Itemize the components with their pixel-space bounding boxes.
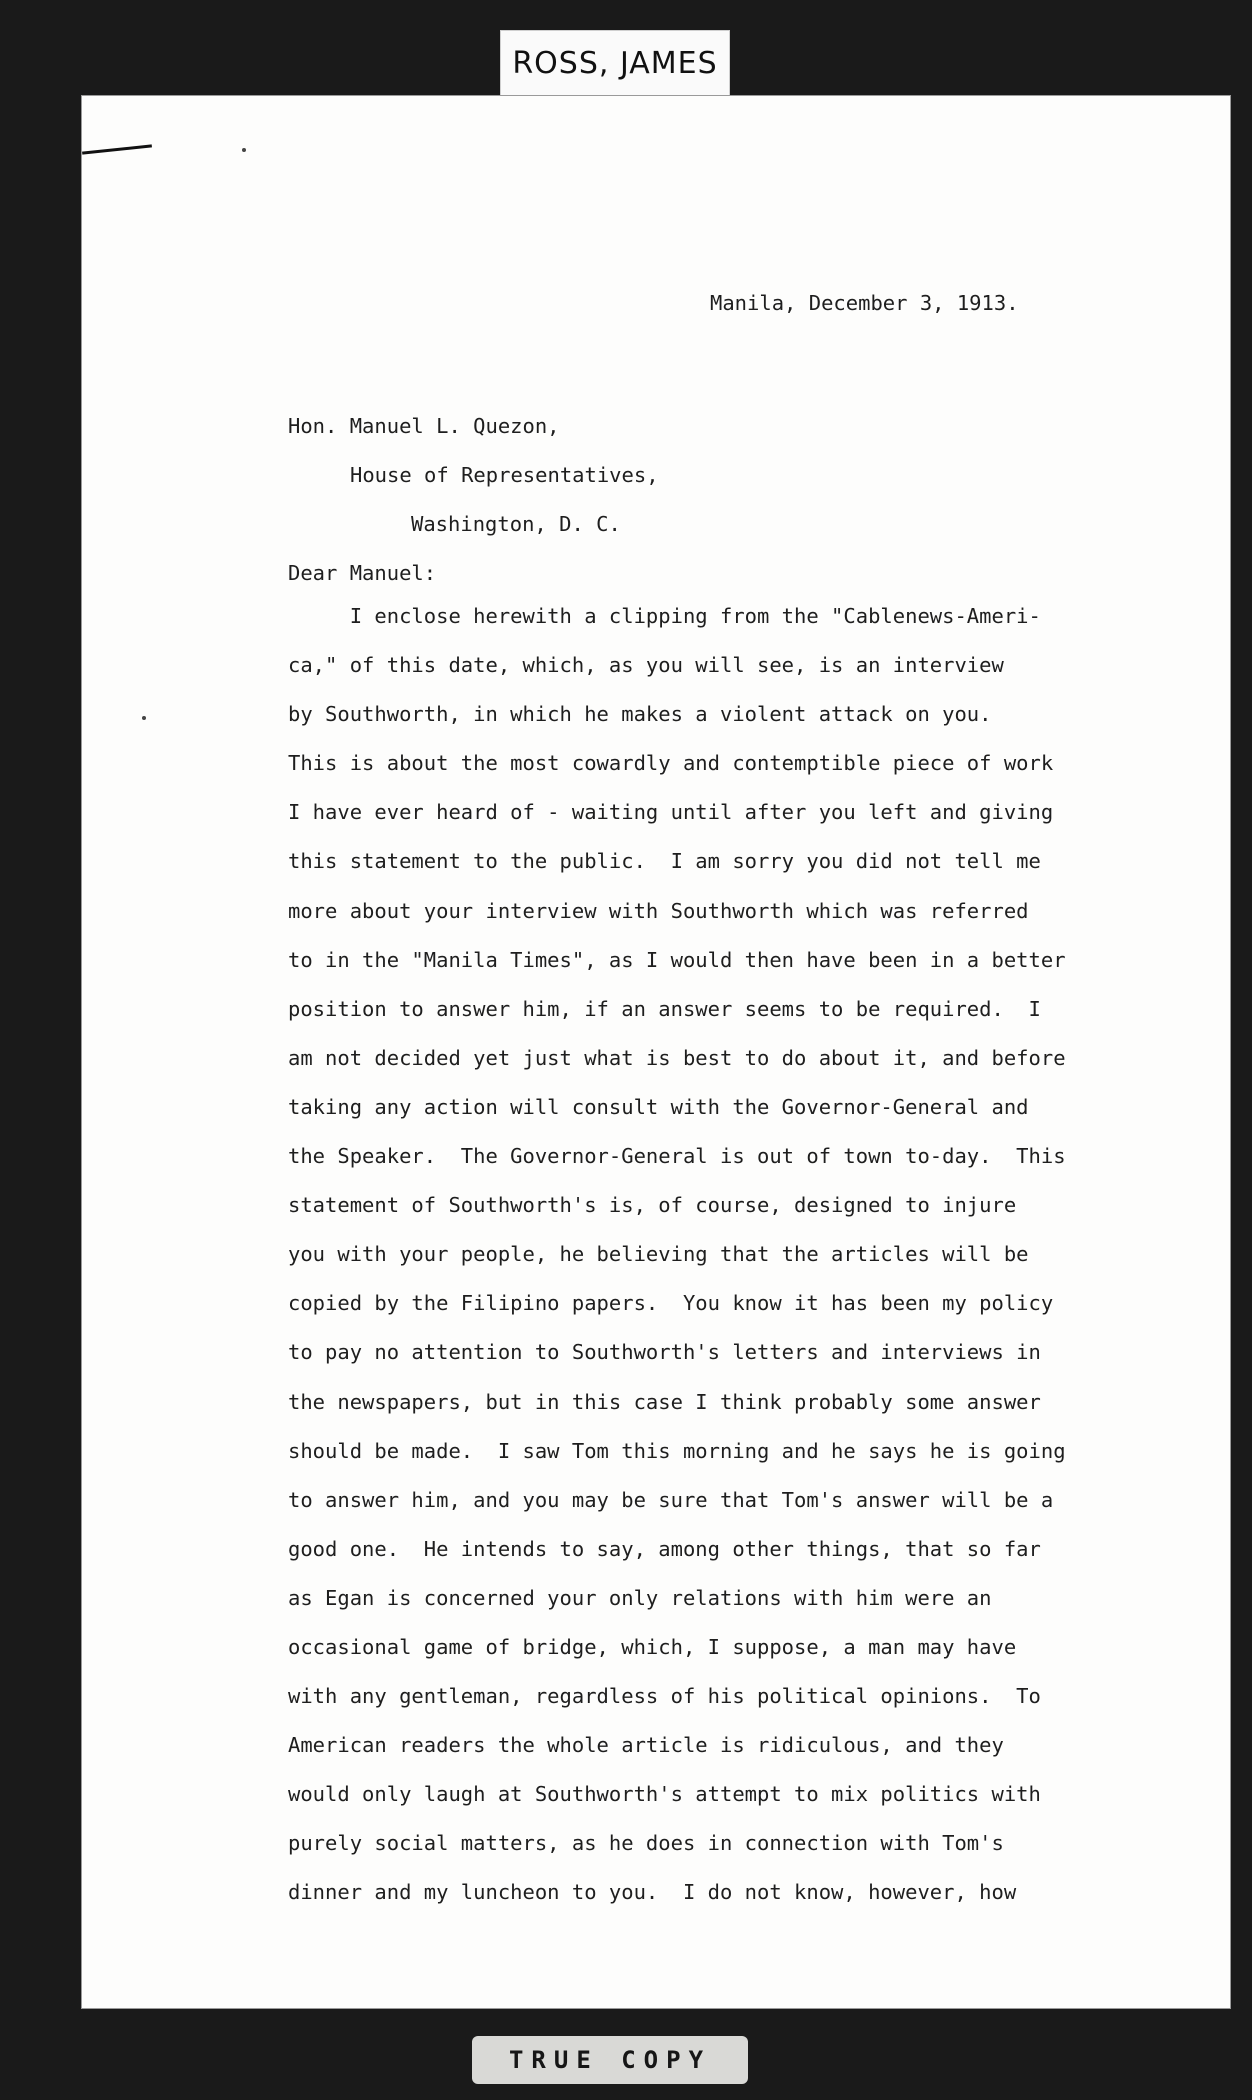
letter-body-line: position to answer him, if an answer seems to be required. I	[288, 996, 1041, 1021]
letter-body-line: ca," of this date, which, as you will see, is an interview	[288, 653, 1004, 678]
letter-body-line: good one. He intends to say, among other things, that so far	[288, 1536, 1041, 1561]
letter-body-line: occasional game of bridge, which, I suppose, a man may have	[288, 1634, 1017, 1659]
letter-page	[82, 96, 1230, 2008]
letter-body-line: am not decided yet just what is best to do about it, and before	[288, 1045, 1066, 1070]
letter-body-line: dinner and my luncheon to you. I do not know, however, how	[288, 1880, 1017, 1905]
letter-body-line: this statement to the public. I am sorry you did not tell me	[288, 849, 1041, 874]
letter-body-line: would only laugh at Southworth's attempt to mix politics with	[288, 1782, 1041, 1807]
letter-body-line: as Egan is concerned your only relations with him were an	[288, 1585, 992, 1610]
letter-body-line: taking any action will consult with the Governor-General and	[288, 1094, 1029, 1119]
letter-body-line: purely social matters, as he does in connection with Tom's	[288, 1831, 1004, 1856]
letter-body-line: This is about the most cowardly and contemptible piece of work	[288, 751, 1054, 776]
letter-body-line: to in the "Manila Times", as I would then have been in a better	[288, 947, 1066, 972]
recipient-name: Hon. Manuel L. Quezon,	[288, 414, 560, 438]
letter-body-line: with any gentleman, regardless of his political opinions. To	[288, 1684, 1041, 1709]
letter-body-line: statement of Southworth's is, of course, designed to injure	[288, 1193, 1017, 1218]
pen-dash-mark	[82, 144, 152, 154]
letter-body	[288, 592, 1168, 1918]
ink-dot	[142, 716, 146, 720]
ink-dot	[242, 148, 246, 152]
letter-body-line: you with your people, he believing that the articles will be	[288, 1242, 1029, 1267]
letter-body-line: copied by the Filipino papers. You know it has been my policy	[288, 1291, 1054, 1316]
letter-body-line: American readers the whole article is ridiculous, and they	[288, 1733, 1004, 1758]
letter-body-line: the newspapers, but in this case I think probably some answer	[288, 1389, 1041, 1414]
letter-body-line: more about your interview with Southworth which was referred	[288, 898, 1029, 923]
salutation: Dear Manuel:	[288, 561, 437, 585]
letter-body-line: I have ever heard of - waiting until after you left and giving	[288, 800, 1054, 825]
letter-body-line: I enclose herewith a clipping from the "Cablenews-Ameri-	[288, 604, 1041, 628]
letter-body-line: to pay no attention to Southworth's letters and interviews in	[288, 1340, 1041, 1365]
recipient-city: Washington, D. C.	[411, 512, 621, 536]
folder-tab-label: ROSS, JAMES	[500, 30, 730, 96]
letter-body-line: to answer him, and you may be sure that Tom's answer will be a	[288, 1487, 1054, 1512]
letter-body-line: should be made. I saw Tom this morning and he says he is going	[288, 1438, 1066, 1463]
recipient-office: House of Representatives,	[350, 463, 659, 487]
true-copy-stamp: TRUE COPY	[472, 2036, 748, 2084]
letter-body-line: by Southworth, in which he makes a violent attack on you.	[288, 702, 992, 727]
letter-date: Manila, December 3, 1913.	[710, 291, 1019, 315]
letter-body-line: the Speaker. The Governor-General is out of town to-day. This	[288, 1144, 1066, 1169]
